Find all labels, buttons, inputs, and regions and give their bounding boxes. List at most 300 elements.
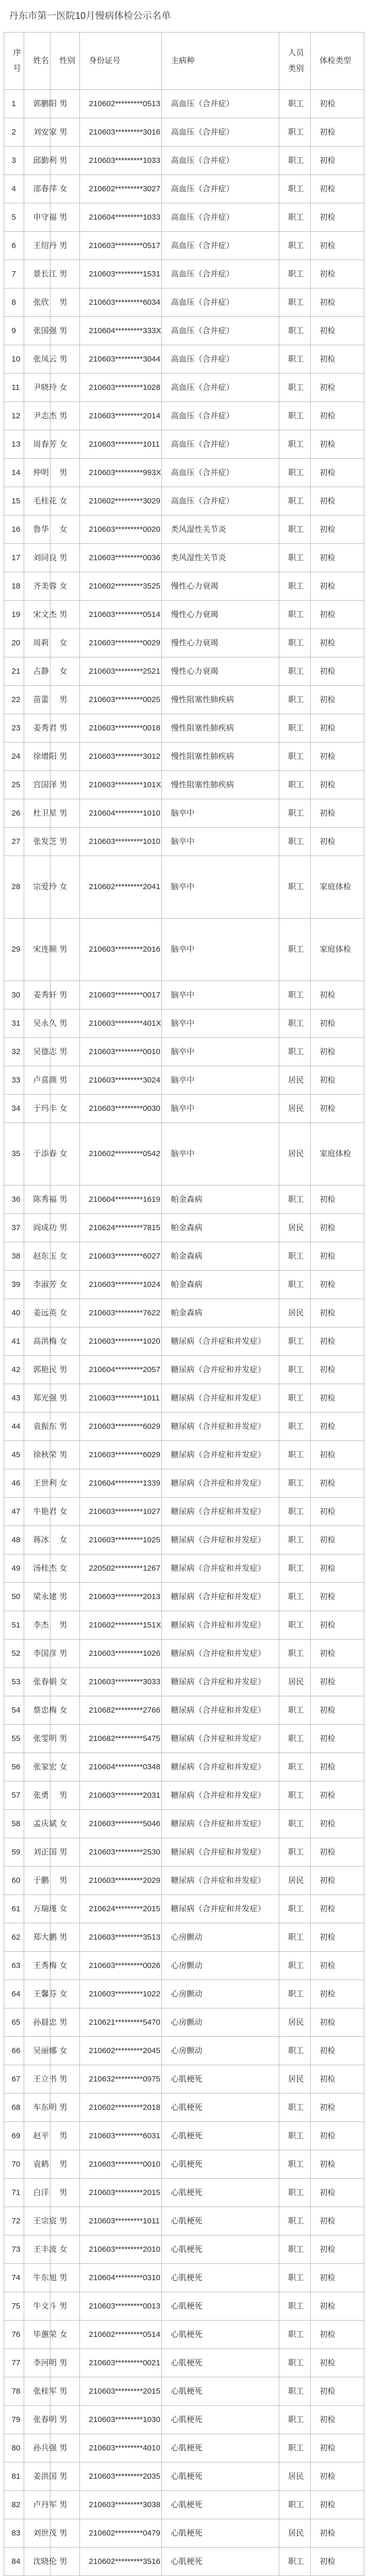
cell-exam-type: 初检 <box>311 1923 364 1952</box>
cell-no: 32 <box>4 1038 24 1066</box>
table-row <box>4 1271 364 1299</box>
cell-gender: 女 <box>50 1895 80 1923</box>
cell-gender: 女 <box>50 657 80 686</box>
cell-category: 职工 <box>279 2292 311 2321</box>
cell-disease: 心肌梗死 <box>162 2548 279 2576</box>
table-row <box>4 657 364 686</box>
cell-gender: 男 <box>50 1186 80 1214</box>
cell-name: 郑大鹏 <box>24 1923 50 1952</box>
cell-id: 210603*********1027 <box>80 1498 162 1526</box>
table-row <box>4 402 364 430</box>
cell-gender: 女 <box>50 2321 80 2349</box>
cell-id: 210603*********3513 <box>80 1923 162 1952</box>
cell-exam-type: 初检 <box>311 1554 364 1583</box>
cell-id: 210603*********3044 <box>80 345 162 374</box>
table-row <box>4 2008 364 2037</box>
cell-exam-type: 初检 <box>311 981 364 1009</box>
cell-name: 郭鹏阳 <box>24 90 50 118</box>
cell-disease: 糖尿病（合并症和并发症） <box>162 1867 279 1895</box>
cell-name: 孟庆斌 <box>24 1810 50 1838</box>
cell-no: 46 <box>4 1469 24 1498</box>
cell-category: 职工 <box>279 2037 311 2065</box>
cell-category: 职工 <box>279 919 311 981</box>
cell-category: 职工 <box>279 2434 311 2462</box>
table-row <box>4 516 364 544</box>
table-row <box>4 2065 364 2094</box>
cell-name: 张勇 <box>24 1781 50 1810</box>
cell-no: 30 <box>4 981 24 1009</box>
table-row <box>4 487 364 516</box>
cell-disease: 糖尿病（合并症和并发症） <box>162 1583 279 1611</box>
cell-gender: 男 <box>50 1725 80 1753</box>
cell-no: 63 <box>4 1952 24 1980</box>
table-row <box>4 1413 364 1441</box>
cell-exam-type: 初检 <box>311 2008 364 2037</box>
cell-gender: 女 <box>50 1095 80 1123</box>
cell-disease: 慢性心力衰竭 <box>162 572 279 601</box>
cell-name: 李国彦 <box>24 1640 50 1668</box>
cell-category: 职工 <box>279 2377 311 2406</box>
table-row <box>4 2462 364 2491</box>
cell-category: 职工 <box>279 402 311 430</box>
cell-disease: 糖尿病（合并症和并发症） <box>162 1725 279 1753</box>
cell-no: 47 <box>4 1498 24 1526</box>
cell-no: 7 <box>4 260 24 288</box>
cell-category: 职工 <box>279 1640 311 1668</box>
cell-id: 210603*********6031 <box>80 2122 162 2150</box>
cell-no: 84 <box>4 2548 24 2576</box>
table-row <box>4 2264 364 2292</box>
cell-category: 职工 <box>279 981 311 1009</box>
cell-name: 鲁华 <box>24 516 50 544</box>
table-row <box>4 1810 364 1838</box>
cell-disease: 糖尿病（合并症和并发症） <box>162 1384 279 1413</box>
cell-exam-type: 初检 <box>311 1980 364 2008</box>
cell-gender: 男 <box>50 771 80 799</box>
cell-no: 6 <box>4 232 24 260</box>
cell-gender: 男 <box>50 1413 80 1441</box>
cell-no: 20 <box>4 629 24 657</box>
cell-exam-type: 初检 <box>311 1384 364 1413</box>
table-row <box>4 1952 364 1980</box>
cell-exam-type: 初检 <box>311 1469 364 1498</box>
cell-category: 职工 <box>279 2406 311 2434</box>
cell-name: 王丰波 <box>24 2235 50 2264</box>
cell-exam-type: 初检 <box>311 1753 364 1781</box>
cell-no: 25 <box>4 771 24 799</box>
table-row <box>4 430 364 459</box>
cell-gender: 男 <box>50 2008 80 2037</box>
cell-exam-type: 初检 <box>311 601 364 629</box>
cell-exam-type: 初检 <box>311 175 364 203</box>
cell-no: 44 <box>4 1413 24 1441</box>
cell-gender: 男 <box>50 345 80 374</box>
cell-category: 职工 <box>279 1498 311 1526</box>
cell-name: 苗蕾 <box>24 686 50 714</box>
cell-gender: 男 <box>50 317 80 345</box>
cell-id: 210602*********3027 <box>80 175 162 203</box>
cell-name: 毛桂花 <box>24 487 50 516</box>
cell-gender: 男 <box>50 1038 80 1066</box>
table-row <box>4 1327 364 1356</box>
cell-category: 职工 <box>279 799 311 828</box>
cell-disease: 高血压（合并症） <box>162 430 279 459</box>
cell-id: 210603*********2521 <box>80 657 162 686</box>
cell-no: 67 <box>4 2065 24 2094</box>
cell-name: 袁振东 <box>24 1413 50 1441</box>
cell-id: 210603*********0020 <box>80 516 162 544</box>
cell-id: 210602*********2045 <box>80 2037 162 2065</box>
cell-no: 83 <box>4 2519 24 2548</box>
cell-id: 210603*********1025 <box>80 1526 162 1554</box>
cell-category: 职工 <box>279 203 311 232</box>
table-row <box>4 2349 364 2377</box>
cell-name: 郭艳民 <box>24 1356 50 1384</box>
cell-disease: 脑卒中 <box>162 828 279 856</box>
cell-name: 邱勤利 <box>24 147 50 175</box>
cell-name: 牛东旭 <box>24 2264 50 2292</box>
cell-name: 姜秀君 <box>24 714 50 743</box>
cell-no: 29 <box>4 919 24 981</box>
cell-gender: 男 <box>50 2406 80 2434</box>
cell-gender: 男 <box>50 203 80 232</box>
table-row <box>4 743 364 771</box>
cell-disease: 糖尿病（合并症和并发症） <box>162 1498 279 1526</box>
cell-no: 79 <box>4 2406 24 2434</box>
header-cell-gender: 性别 <box>50 33 80 90</box>
cell-disease: 高血压（合并症） <box>162 317 279 345</box>
cell-name: 刘同良 <box>24 544 50 572</box>
cell-exam-type: 初检 <box>311 1895 364 1923</box>
cell-gender: 男 <box>50 919 80 981</box>
cell-disease: 高血压（合并症） <box>162 487 279 516</box>
cell-name: 景长江 <box>24 260 50 288</box>
cell-category: 职工 <box>279 1271 311 1299</box>
cell-gender: 男 <box>50 90 80 118</box>
cell-no: 82 <box>4 2491 24 2519</box>
cell-name: 申守福 <box>24 203 50 232</box>
cell-id: 210603*********0025 <box>80 686 162 714</box>
cell-disease: 心肌梗死 <box>162 2406 279 2434</box>
cell-gender: 男 <box>50 601 80 629</box>
cell-id: 210604*********1619 <box>80 1186 162 1214</box>
cell-name: 张春娟 <box>24 1668 50 1696</box>
cell-name: 张国强 <box>24 317 50 345</box>
cell-no: 43 <box>4 1384 24 1413</box>
cell-no: 54 <box>4 1696 24 1725</box>
cell-id: 210602*********0514 <box>80 2321 162 2349</box>
cell-name: 张桂军 <box>24 2377 50 2406</box>
cell-exam-type: 初检 <box>311 2349 364 2377</box>
table-row <box>4 1356 364 1384</box>
cell-name: 万瑞瑾 <box>24 1895 50 1923</box>
cell-no: 16 <box>4 516 24 544</box>
cell-exam-type: 初检 <box>311 1038 364 1066</box>
table-row <box>4 459 364 487</box>
table-row <box>4 1838 364 1867</box>
cell-disease: 糖尿病（合并症和并发症） <box>162 1441 279 1469</box>
cell-category: 职工 <box>279 90 311 118</box>
cell-category: 职工 <box>279 1038 311 1066</box>
cell-exam-type: 初检 <box>311 147 364 175</box>
cell-category: 职工 <box>279 2179 311 2207</box>
table-row <box>4 2491 364 2519</box>
table-row <box>4 175 364 203</box>
cell-gender: 女 <box>50 1980 80 2008</box>
cell-gender: 男 <box>50 1009 80 1038</box>
cell-disease: 类风湿性关节炎 <box>162 516 279 544</box>
cell-name: 尹晓玲 <box>24 374 50 402</box>
cell-disease: 糖尿病（合并症和并发症） <box>162 1554 279 1583</box>
cell-id: 210603*********1024 <box>80 1271 162 1299</box>
cell-no: 26 <box>4 799 24 828</box>
cell-id: 210603*********2031 <box>80 1781 162 1810</box>
cell-disease: 慢性心力衰竭 <box>162 657 279 686</box>
cell-gender: 男 <box>50 714 80 743</box>
cell-no: 8 <box>4 288 24 317</box>
cell-category: 居民 <box>279 1668 311 1696</box>
cell-no: 66 <box>4 2037 24 2065</box>
cell-exam-type: 初检 <box>311 1498 364 1526</box>
table-row <box>4 1554 364 1583</box>
cell-name: 张发芝 <box>24 828 50 856</box>
cell-name: 刘安家 <box>24 118 50 147</box>
table-row <box>4 374 364 402</box>
cell-exam-type: 初检 <box>311 714 364 743</box>
cell-no: 49 <box>4 1554 24 1583</box>
cell-disease: 心肌梗死 <box>162 2150 279 2179</box>
cell-gender: 男 <box>50 147 80 175</box>
cell-category: 职工 <box>279 1611 311 1640</box>
cell-name: 占静 <box>24 657 50 686</box>
table-row <box>4 1384 364 1413</box>
cell-gender: 男 <box>50 1384 80 1413</box>
cell-gender: 男 <box>50 2179 80 2207</box>
table-row <box>4 1186 364 1214</box>
table-row <box>4 1781 364 1810</box>
cell-exam-type: 初检 <box>311 2150 364 2179</box>
cell-disease: 心肌梗死 <box>162 2462 279 2491</box>
cell-disease: 糖尿病（合并症和并发症） <box>162 1640 279 1668</box>
cell-disease: 糖尿病（合并症和并发症） <box>162 1753 279 1781</box>
cell-name: 卢丹军 <box>24 2491 50 2519</box>
cell-name: 刘正国 <box>24 1838 50 1867</box>
cell-name: 郑光强 <box>24 1384 50 1413</box>
cell-no: 18 <box>4 572 24 601</box>
cell-name: 袁鹤 <box>24 2150 50 2179</box>
table-row <box>4 1095 364 1123</box>
cell-no: 28 <box>4 856 24 919</box>
table-row <box>4 2321 364 2349</box>
cell-exam-type: 初检 <box>311 1668 364 1696</box>
cell-id: 210624*********2015 <box>80 1895 162 1923</box>
cell-id: 210603*********6034 <box>80 288 162 317</box>
cell-name: 李河明 <box>24 2349 50 2377</box>
cell-category: 职工 <box>279 1356 311 1384</box>
cell-disease: 慢性阻塞性肺疾病 <box>162 686 279 714</box>
cell-disease: 心肌梗死 <box>162 2321 279 2349</box>
cell-id: 210603*********3016 <box>80 118 162 147</box>
cell-gender: 男 <box>50 118 80 147</box>
table-row <box>4 2037 364 2065</box>
table-row <box>4 317 364 345</box>
cell-no: 27 <box>4 828 24 856</box>
cell-exam-type: 初检 <box>311 2037 364 2065</box>
cell-disease: 糖尿病（合并症和并发症） <box>162 1327 279 1356</box>
table-row <box>4 2548 364 2576</box>
cell-category: 职工 <box>279 1725 311 1753</box>
cell-no: 1 <box>4 90 24 118</box>
table-row <box>4 1066 364 1095</box>
cell-exam-type: 初检 <box>311 317 364 345</box>
cell-category: 职工 <box>279 856 311 919</box>
cell-category: 职工 <box>279 1838 311 1867</box>
cell-category: 职工 <box>279 2491 311 2519</box>
cell-exam-type: 初检 <box>311 459 364 487</box>
header-cell-id: 身份证号 <box>80 33 162 90</box>
cell-name: 高洪梅 <box>24 1327 50 1356</box>
cell-exam-type: 初检 <box>311 657 364 686</box>
cell-disease: 糖尿病（合并症和并发症） <box>162 1356 279 1384</box>
cell-exam-type: 初检 <box>311 1441 364 1469</box>
cell-name: 吴丽娜 <box>24 2037 50 2065</box>
cell-name: 张春明 <box>24 2406 50 2434</box>
cell-name: 王立书 <box>24 2065 50 2094</box>
table-row <box>4 714 364 743</box>
cell-name: 邵春萍 <box>24 175 50 203</box>
cell-exam-type: 家庭体检 <box>311 856 364 919</box>
cell-disease: 心肌梗死 <box>162 2122 279 2150</box>
cell-exam-type: 初检 <box>311 90 364 118</box>
table-row <box>4 629 364 657</box>
cell-gender: 男 <box>50 2548 80 2576</box>
cell-exam-type: 初检 <box>311 1696 364 1725</box>
cell-disease: 糖尿病（合并症和并发症） <box>162 1413 279 1441</box>
cell-disease: 心肌梗死 <box>162 2434 279 2462</box>
cell-name: 李杰 <box>24 1611 50 1640</box>
cell-no: 55 <box>4 1725 24 1753</box>
cell-category: 居民 <box>279 2065 311 2094</box>
cell-gender: 男 <box>50 799 80 828</box>
cell-exam-type: 初检 <box>311 799 364 828</box>
table-row <box>4 2292 364 2321</box>
cell-no: 69 <box>4 2122 24 2150</box>
table-row <box>4 1696 364 1725</box>
cell-id: 210603*********1011 <box>80 1384 162 1413</box>
cell-id: 210604*********1339 <box>80 1469 162 1498</box>
cell-exam-type: 初检 <box>311 2321 364 2349</box>
cell-disease: 高血压（合并症） <box>162 232 279 260</box>
cell-gender: 男 <box>50 1066 80 1095</box>
cell-gender: 男 <box>50 544 80 572</box>
cell-category: 职工 <box>279 1980 311 2008</box>
cell-no: 58 <box>4 1810 24 1838</box>
cell-id: 210603*********0018 <box>80 714 162 743</box>
cell-id: 210603*********2015 <box>80 2179 162 2207</box>
cell-disease: 脑卒中 <box>162 919 279 981</box>
cell-name: 梁永建 <box>24 1583 50 1611</box>
table-row <box>4 1980 364 2008</box>
cell-id: 210603*********2014 <box>80 402 162 430</box>
header-cell-category: 人员类别 <box>279 33 311 90</box>
cell-name: 王馨芬 <box>24 1980 50 2008</box>
cell-id: 210602*********3525 <box>80 572 162 601</box>
cell-category: 职工 <box>279 1810 311 1838</box>
table-row <box>4 1242 364 1271</box>
cell-no: 35 <box>4 1123 24 1186</box>
cell-gender: 女 <box>50 1668 80 1696</box>
cell-no: 5 <box>4 203 24 232</box>
cell-no: 23 <box>4 714 24 743</box>
cell-name: 白洋 <box>24 2179 50 2207</box>
table-row <box>4 1038 364 1066</box>
header-cell-exam-type: 体检类型 <box>311 33 364 90</box>
cell-disease: 糖尿病（合并症和并发症） <box>162 1838 279 1867</box>
cell-gender: 女 <box>50 629 80 657</box>
cell-id: 210603*********1011 <box>80 430 162 459</box>
cell-name: 吴德志 <box>24 1038 50 1066</box>
cell-disease: 心肌梗死 <box>162 2065 279 2094</box>
cell-gender: 男 <box>50 2377 80 2406</box>
cell-gender: 女 <box>50 1810 80 1838</box>
cell-name: 赵东玉 <box>24 1242 50 1271</box>
cell-id: 210603*********6029 <box>80 1413 162 1441</box>
cell-name: 阎成功 <box>24 1214 50 1242</box>
cell-category: 职工 <box>279 1327 311 1356</box>
cell-no: 2 <box>4 118 24 147</box>
cell-id: 210682*********2766 <box>80 1696 162 1725</box>
cell-id: 210602*********2041 <box>80 856 162 919</box>
cell-disease: 心房颤动 <box>162 2037 279 2065</box>
cell-exam-type: 初检 <box>311 2292 364 2321</box>
cell-exam-type: 初检 <box>311 1611 364 1640</box>
cell-disease: 脑卒中 <box>162 799 279 828</box>
cell-exam-type: 初检 <box>311 203 364 232</box>
cell-gender: 男 <box>50 459 80 487</box>
cell-disease: 慢性阻塞性肺疾病 <box>162 771 279 799</box>
cell-gender: 男 <box>50 2150 80 2179</box>
cell-id: 210603*********0010 <box>80 1038 162 1066</box>
cell-category: 职工 <box>279 288 311 317</box>
cell-id: 210603*********0514 <box>80 601 162 629</box>
table-row <box>4 2406 364 2434</box>
cell-exam-type: 初检 <box>311 2548 364 2576</box>
table-row <box>4 1611 364 1640</box>
table-row <box>4 1214 364 1242</box>
cell-disease: 高血压（合并症） <box>162 90 279 118</box>
cell-gender: 男 <box>50 2519 80 2548</box>
cell-id: 210602*********151X <box>80 1611 162 1640</box>
cell-no: 9 <box>4 317 24 345</box>
cell-gender: 男 <box>50 1923 80 1952</box>
cell-name: 齐美蓉 <box>24 572 50 601</box>
cell-gender: 女 <box>50 1327 80 1356</box>
cell-category: 职工 <box>279 2122 311 2150</box>
cell-gender: 女 <box>50 1271 80 1299</box>
cell-name: 张凤云 <box>24 345 50 374</box>
cell-gender: 女 <box>50 430 80 459</box>
cell-category: 职工 <box>279 1696 311 1725</box>
cell-disease: 帕金森病 <box>162 1242 279 1271</box>
cell-id: 210632*********0975 <box>80 2065 162 2094</box>
cell-exam-type: 初检 <box>311 544 364 572</box>
cell-disease: 心肌梗死 <box>162 2235 279 2264</box>
cell-name: 周春芳 <box>24 430 50 459</box>
cell-id: 210603*********0030 <box>80 1095 162 1123</box>
cell-name: 张欣 <box>24 288 50 317</box>
cell-category: 职工 <box>279 317 311 345</box>
cell-category: 职工 <box>279 828 311 856</box>
